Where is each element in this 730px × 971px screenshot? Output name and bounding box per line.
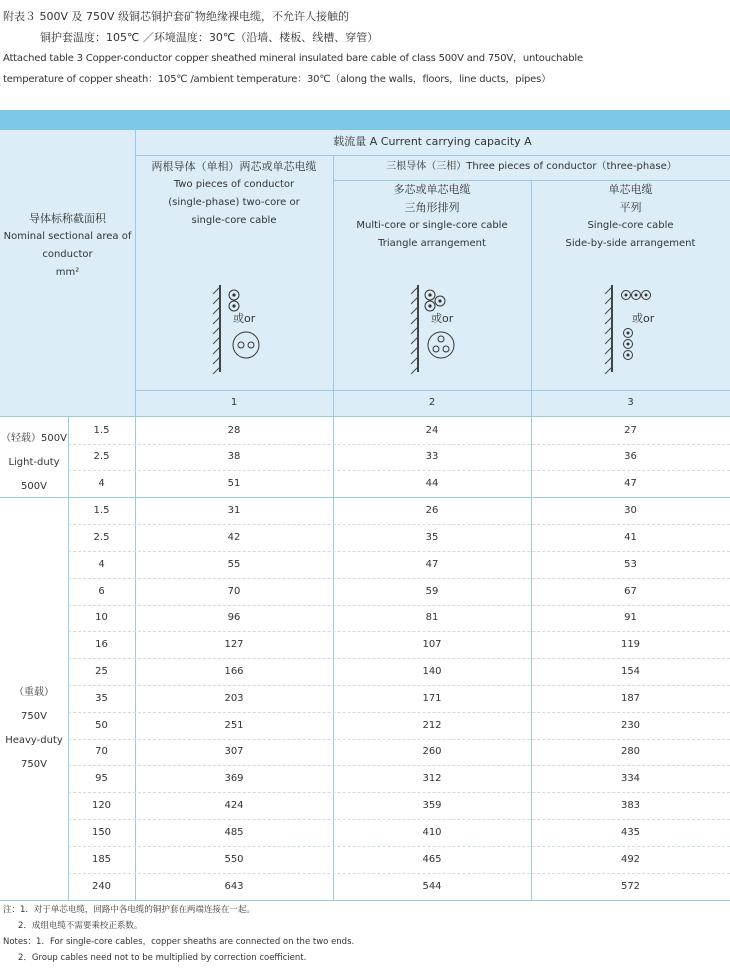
capacity-cell: 334 (620, 773, 641, 784)
capacity-cell: 251 (224, 720, 244, 731)
capacity-cell: 47 (425, 559, 439, 570)
capacity-cell: 30 (624, 505, 637, 516)
capacity-cell: 424 (224, 800, 244, 811)
table-top-bar (0, 110, 730, 130)
capacity-cell: 24 (425, 425, 439, 436)
capacity-cell: 312 (422, 773, 442, 784)
capacity-cell: 260 (422, 746, 442, 757)
heading-line-4: temperature of copper sheath：105℃ /ambient temperature：30℃（along the walls，floors，line ducts，pipes） (3, 74, 551, 85)
capacity-cell: 91 (624, 612, 637, 623)
heavy-duty-line-1: （重载） (14, 687, 54, 698)
header-divider (135, 155, 730, 156)
section-cell: 95 (95, 773, 108, 784)
capacity-cell: 31 (227, 505, 241, 516)
row-header (0, 210, 135, 282)
capacity-cell: 38 (227, 451, 241, 462)
section-cell: 2.5 (93, 532, 110, 543)
capacity-cell: 643 (224, 881, 244, 892)
capacity-cell: 44 (425, 478, 439, 489)
heavy-duty-line-2: 750V (21, 711, 47, 722)
section-cell: 70 (95, 746, 108, 757)
three-phase-header: 三根导体（三相）Three pieces of conductor（three-phase） (386, 161, 677, 172)
heavy-duty-line-4: 750V (21, 759, 47, 770)
header-bottom-line (0, 416, 730, 417)
light-duty-line-1: （轻载）500V (1, 433, 67, 444)
capacity-cell: 96 (227, 612, 241, 623)
col2-number: 2 (428, 397, 436, 408)
capacity-cell: 171 (422, 693, 442, 704)
light-duty-label (0, 427, 68, 499)
note-en-2: 2．Group cables need not to be multiplied by correction coefficient. (18, 953, 307, 963)
col3-zh-2: 平列 (619, 201, 642, 214)
section-cell: 1.5 (93, 505, 110, 516)
row-header-unit: mm² (55, 267, 80, 278)
capacity-cell: 492 (620, 854, 641, 865)
note-zh-1: 注：1．对于单芯电缆，回路中各电缆的铜护套在两端连接在一起。 (3, 905, 255, 915)
capacity-cell: 33 (425, 451, 439, 462)
col2-en-2: Triangle arrangement (378, 238, 486, 249)
col1-en-3: single-core cable (191, 215, 277, 226)
capacity-cell: 119 (620, 639, 641, 650)
section-cell: 120 (91, 800, 112, 811)
capacity-cell: 107 (422, 639, 442, 650)
capacity-cell: 544 (422, 881, 442, 892)
capacity-cell: 53 (624, 559, 637, 570)
capacity-cell: 572 (620, 881, 641, 892)
section-cell: 2.5 (93, 451, 110, 462)
capacity-cell: 410 (422, 827, 442, 838)
col2-zh-1: 多芯或单芯电缆 (393, 183, 471, 196)
capacity-cell: 36 (624, 451, 637, 462)
heading-line-3: Attached table 3 Copper-conductor copper sheathed mineral insulated bare cable of class 500V and 750V，untouchable (3, 53, 583, 64)
section-cell: 1.5 (93, 425, 110, 436)
col3-en-2: Side-by-side arrangement (565, 238, 696, 249)
capacity-cell: 465 (422, 854, 442, 865)
section-cell: 185 (91, 854, 112, 865)
col3-number: 3 (627, 397, 634, 408)
notes (3, 902, 354, 966)
capacity-cell: 154 (620, 666, 641, 677)
capacity-cell: 51 (227, 478, 241, 489)
section-cell: 16 (95, 639, 108, 650)
col1-en-1: Two pieces of conductor (173, 179, 295, 190)
capacity-cell: 485 (224, 827, 244, 838)
section-cell: 10 (95, 612, 108, 623)
col3-header (531, 181, 730, 253)
col1-zh: 两根导体（单相）两芯或单芯电缆 (151, 160, 317, 173)
capacity-cell: 435 (620, 827, 641, 838)
row-header-en-2: conductor (42, 249, 93, 260)
capacity-header: 载流量 A Current carrying capacity A (333, 135, 532, 148)
capacity-cell: 55 (227, 559, 241, 570)
col3-en-1: Single-core cable (587, 220, 674, 231)
light-duty-line-2: Light-duty (8, 457, 60, 468)
capacity-cell: 26 (425, 505, 439, 516)
section-cell: 25 (95, 666, 108, 677)
heading-line-2: 铜护套温度：105℃ ／环境温度：30℃（沿墙、楼板、线槽、穿管） (40, 31, 379, 44)
capacity-cell: 27 (624, 425, 637, 436)
capacity-cell: 550 (224, 854, 244, 865)
capacity-cell: 67 (624, 586, 637, 597)
col1-en-2: (single-phase) two-core or (168, 197, 300, 208)
col3-zh-1: 单芯电缆 (608, 183, 653, 196)
header-divider (135, 390, 730, 391)
section-cell: 6 (98, 586, 105, 597)
capacity-cell: 47 (624, 478, 637, 489)
table-heading (3, 6, 583, 90)
capacity-cell: 140 (422, 666, 442, 677)
capacity-cell: 230 (620, 720, 641, 731)
section-cell: 240 (91, 881, 112, 892)
heavy-duty-label (0, 681, 68, 777)
capacity-cell: 166 (224, 666, 244, 677)
capacity-cell: 212 (422, 720, 442, 731)
heading-line-1: 附表３ 500V 及 750V 级铜芯铜护套矿物绝缘裸电缆，不允许人接触的 (3, 10, 350, 23)
capacity-cell: 28 (227, 425, 241, 436)
section-cell: 150 (91, 827, 112, 838)
note-zh-2: 2．成组电缆不需要乘校正系数。 (18, 921, 143, 931)
section-cell: 4 (98, 478, 105, 489)
col2-header (333, 181, 531, 253)
col1-number: 1 (230, 397, 238, 408)
light-duty-line-3: 500V (21, 481, 47, 492)
capacity-cell: 280 (620, 746, 641, 757)
section-cell: 50 (95, 720, 108, 731)
capacity-cell: 203 (224, 693, 244, 704)
capacity-cell: 42 (227, 532, 241, 543)
or-label: 或or (233, 312, 256, 325)
row-header-zh: 导体标称截面积 (29, 212, 106, 225)
capacity-cell: 307 (224, 746, 244, 757)
capacity-cell: 359 (422, 800, 442, 811)
or-label: 或or (632, 312, 655, 325)
row-header-en-1: Nominal sectional area of (3, 231, 132, 242)
capacity-cell: 41 (624, 532, 637, 543)
capacity-cell: 81 (425, 612, 439, 623)
note-en-1: Notes：1．For single-core cables，copper sheaths are connected on the two ends. (3, 937, 355, 947)
capacity-cell: 127 (224, 639, 244, 650)
or-label: 或or (431, 312, 454, 325)
capacity-cell: 369 (224, 773, 244, 784)
capacity-cell: 187 (620, 693, 641, 704)
capacity-cell: 59 (425, 586, 439, 597)
section-cell: 35 (95, 693, 108, 704)
col2-zh-2: 三角形排列 (404, 201, 460, 214)
col1-header (135, 158, 333, 230)
col2-en-1: Multi-core or single-core cable (356, 220, 508, 231)
heavy-duty-line-3: Heavy-duty (5, 735, 63, 746)
capacity-cell: 383 (620, 800, 641, 811)
section-cell: 4 (98, 559, 105, 570)
table-bottom-line (0, 900, 730, 901)
capacity-cell: 35 (425, 532, 439, 543)
capacity-cell: 70 (227, 586, 241, 597)
